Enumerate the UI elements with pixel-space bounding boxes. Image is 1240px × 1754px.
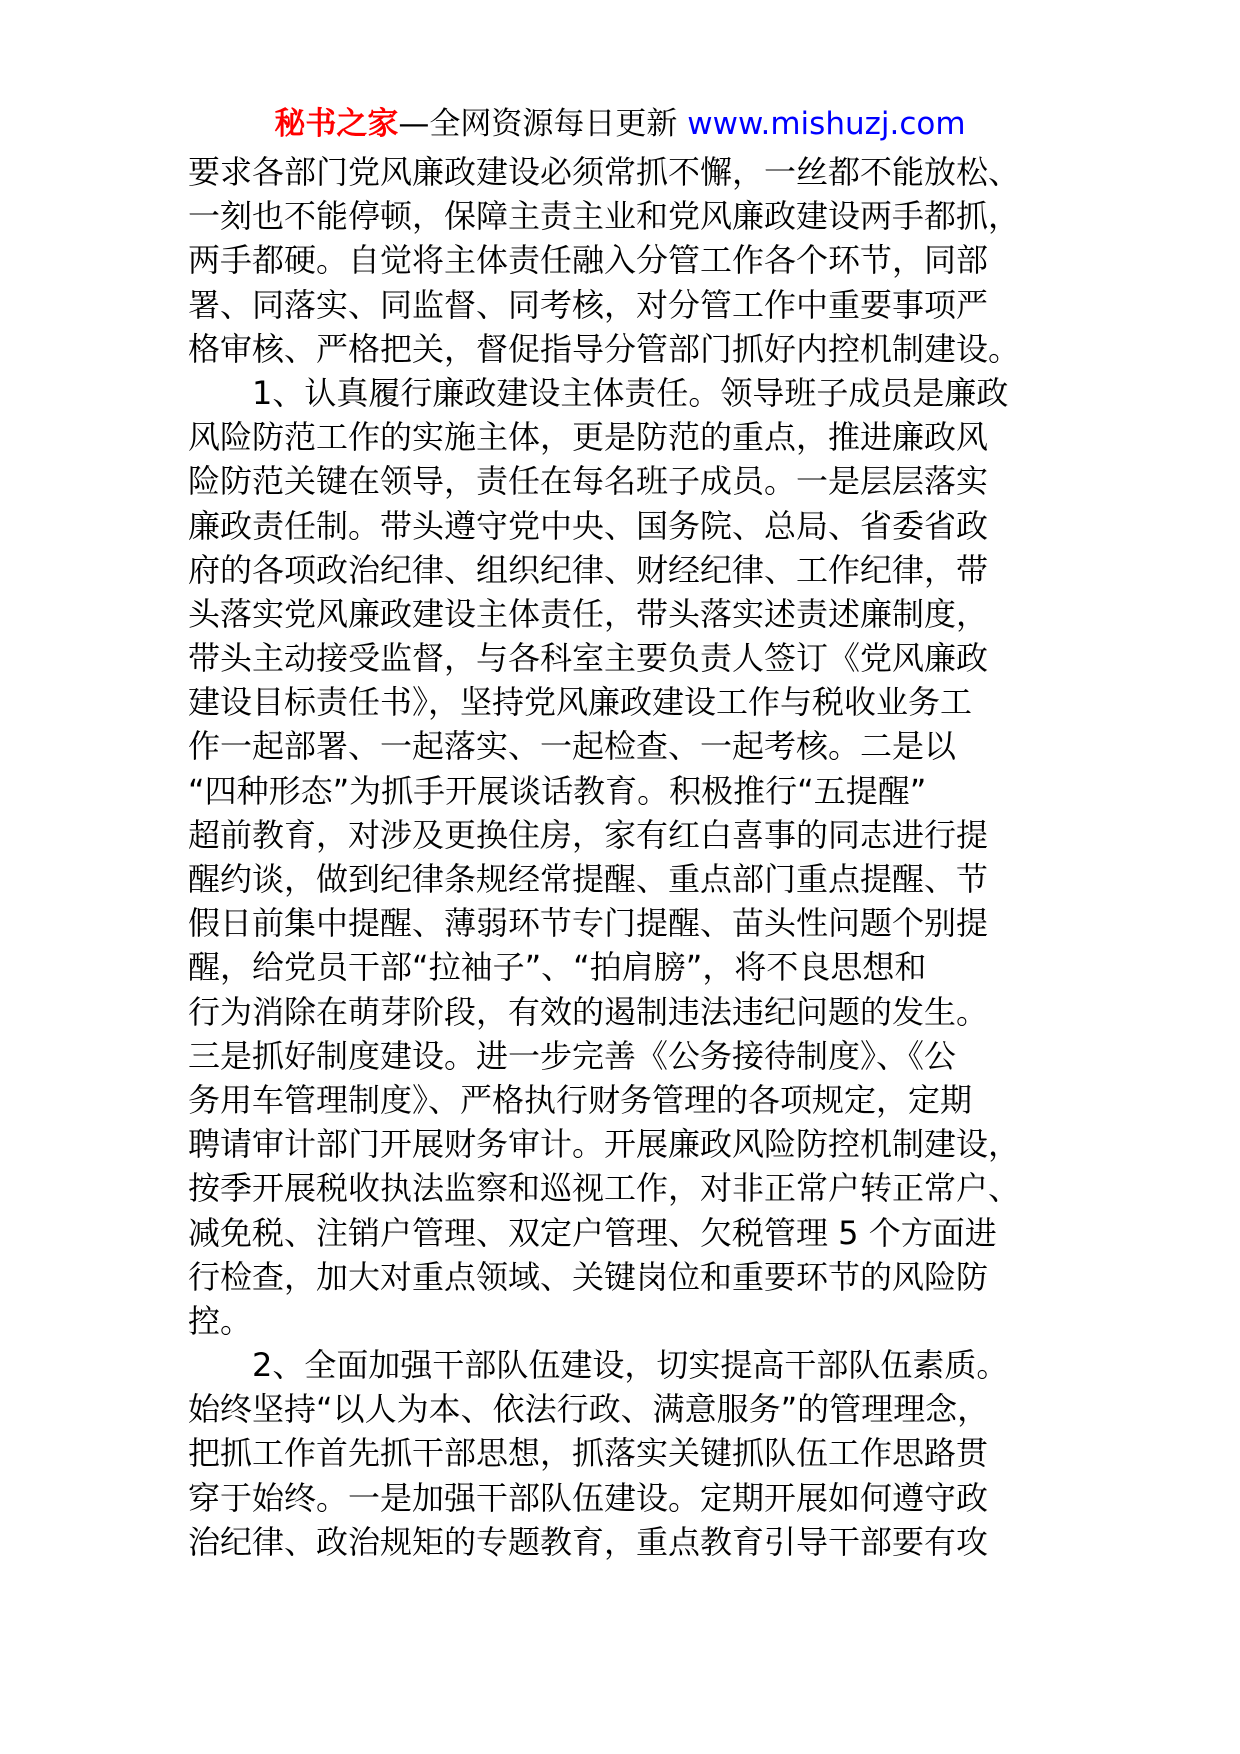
- text-line: 建设目标责任书》，坚持党风廉政建设工作与税收业务工: [188, 683, 973, 722]
- text-line: 作一起部署、一起落实、一起检查、一起考核。二是以: [188, 727, 957, 766]
- text-line: 行为消除在萌芽阶段，有效的遏制违法违纪问题的发生。: [188, 992, 989, 1031]
- text-line: 格审核、严格把关，督促指导分管部门抓好内控机制建设。: [188, 329, 1021, 368]
- text-line: 险防范关键在领导，责任在每名班子成员。一是层层落实: [188, 462, 989, 501]
- text-line: 行检查，加大对重点领域、关键岗位和重要环节的风险防: [188, 1257, 989, 1296]
- text-line: 要求各部门党风廉政建设必须常抓不懈，一丝都不能放松、: [188, 153, 1021, 191]
- text-line: 务用车管理制度》、严格执行财务管理的各项规定，定期: [188, 1080, 973, 1119]
- text-line: 两手都硬。自觉将主体责任融入分管工作各个环节，同部: [188, 241, 989, 280]
- site-header: [0, 100, 1240, 148]
- text-line: 减免税、注销户管理、双定户管理、欠税管理 5 个方面进: [188, 1213, 997, 1252]
- text-line: 始终坚持“以人为本、依法行政、满意服务”的管理理念，: [188, 1390, 990, 1429]
- text-line: 1、认真履行廉政建设主体责任。领导班子成员是廉政: [252, 373, 1009, 412]
- text-line: 假日前集中提醒、薄弱环节专门提醒、苗头性问题个别提: [188, 904, 989, 943]
- text-line: 廉政责任制。带头遵守党中央、国务院、总局、省委省政: [188, 506, 989, 545]
- text-line: 治纪律、政治规矩的专题教育，重点教育引导干部要有攻: [188, 1522, 989, 1561]
- text-line: 把抓工作首先抓干部思想，抓落实关键抓队伍工作思路贯: [188, 1434, 989, 1473]
- text-line: 署、同落实、同监督、同考核，对分管工作中重要事项严: [188, 285, 989, 324]
- text-line: 醒约谈，做到纪律条规经常提醒、重点部门重点提醒、节: [188, 860, 989, 898]
- text-line: 醒，给党员干部“拉袖子”、“拍肩膀”，将不良思想和: [188, 948, 927, 987]
- text-line: 控。: [188, 1301, 253, 1340]
- text-line: 穿于始终。一是加强干部队伍建设。定期开展如何遵守政: [188, 1478, 989, 1517]
- text-line: 风险防范工作的实施主体，更是防范的重点，推进廉政风: [188, 418, 989, 457]
- text-line: 带头主动接受监督，与各科室主要负责人签订《党风廉政: [188, 639, 989, 678]
- document-body: [188, 150, 1068, 1564]
- site-url-link[interactable]: www.mishuzj.com: [687, 106, 966, 142]
- text-line: 按季开展税收执法监察和巡视工作，对非正常户转正常户、: [188, 1169, 1021, 1208]
- text-line: 头落实党风廉政建设主体责任，带头落实述责述廉制度，: [188, 594, 989, 633]
- text-line: 聘请审计部门开展财务审计。开展廉政风险防控机制建设，: [188, 1125, 1021, 1164]
- text-line: 2、全面加强干部队伍建设，切实提高干部队伍素质。: [252, 1346, 1009, 1385]
- text-line: 超前教育，对涉及更换住房，家有红白喜事的同志进行提: [188, 815, 989, 854]
- text-line: “四种形态”为抓手开展谈话教育。积极推行“五提醒”: [188, 771, 927, 810]
- text-line: 一刻也不能停顿，保障主责主业和党风廉政建设两手都抓，: [188, 197, 1021, 236]
- text-line: 府的各项政治纪律、组织纪律、财经纪律、工作纪律，带: [188, 550, 989, 589]
- text-line: 三是抓好制度建设。进一步完善《公务接待制度》、《公: [188, 1036, 957, 1075]
- brand-name: 秘书之家: [274, 106, 399, 142]
- header-slogan: —全网资源每日更新: [398, 106, 688, 142]
